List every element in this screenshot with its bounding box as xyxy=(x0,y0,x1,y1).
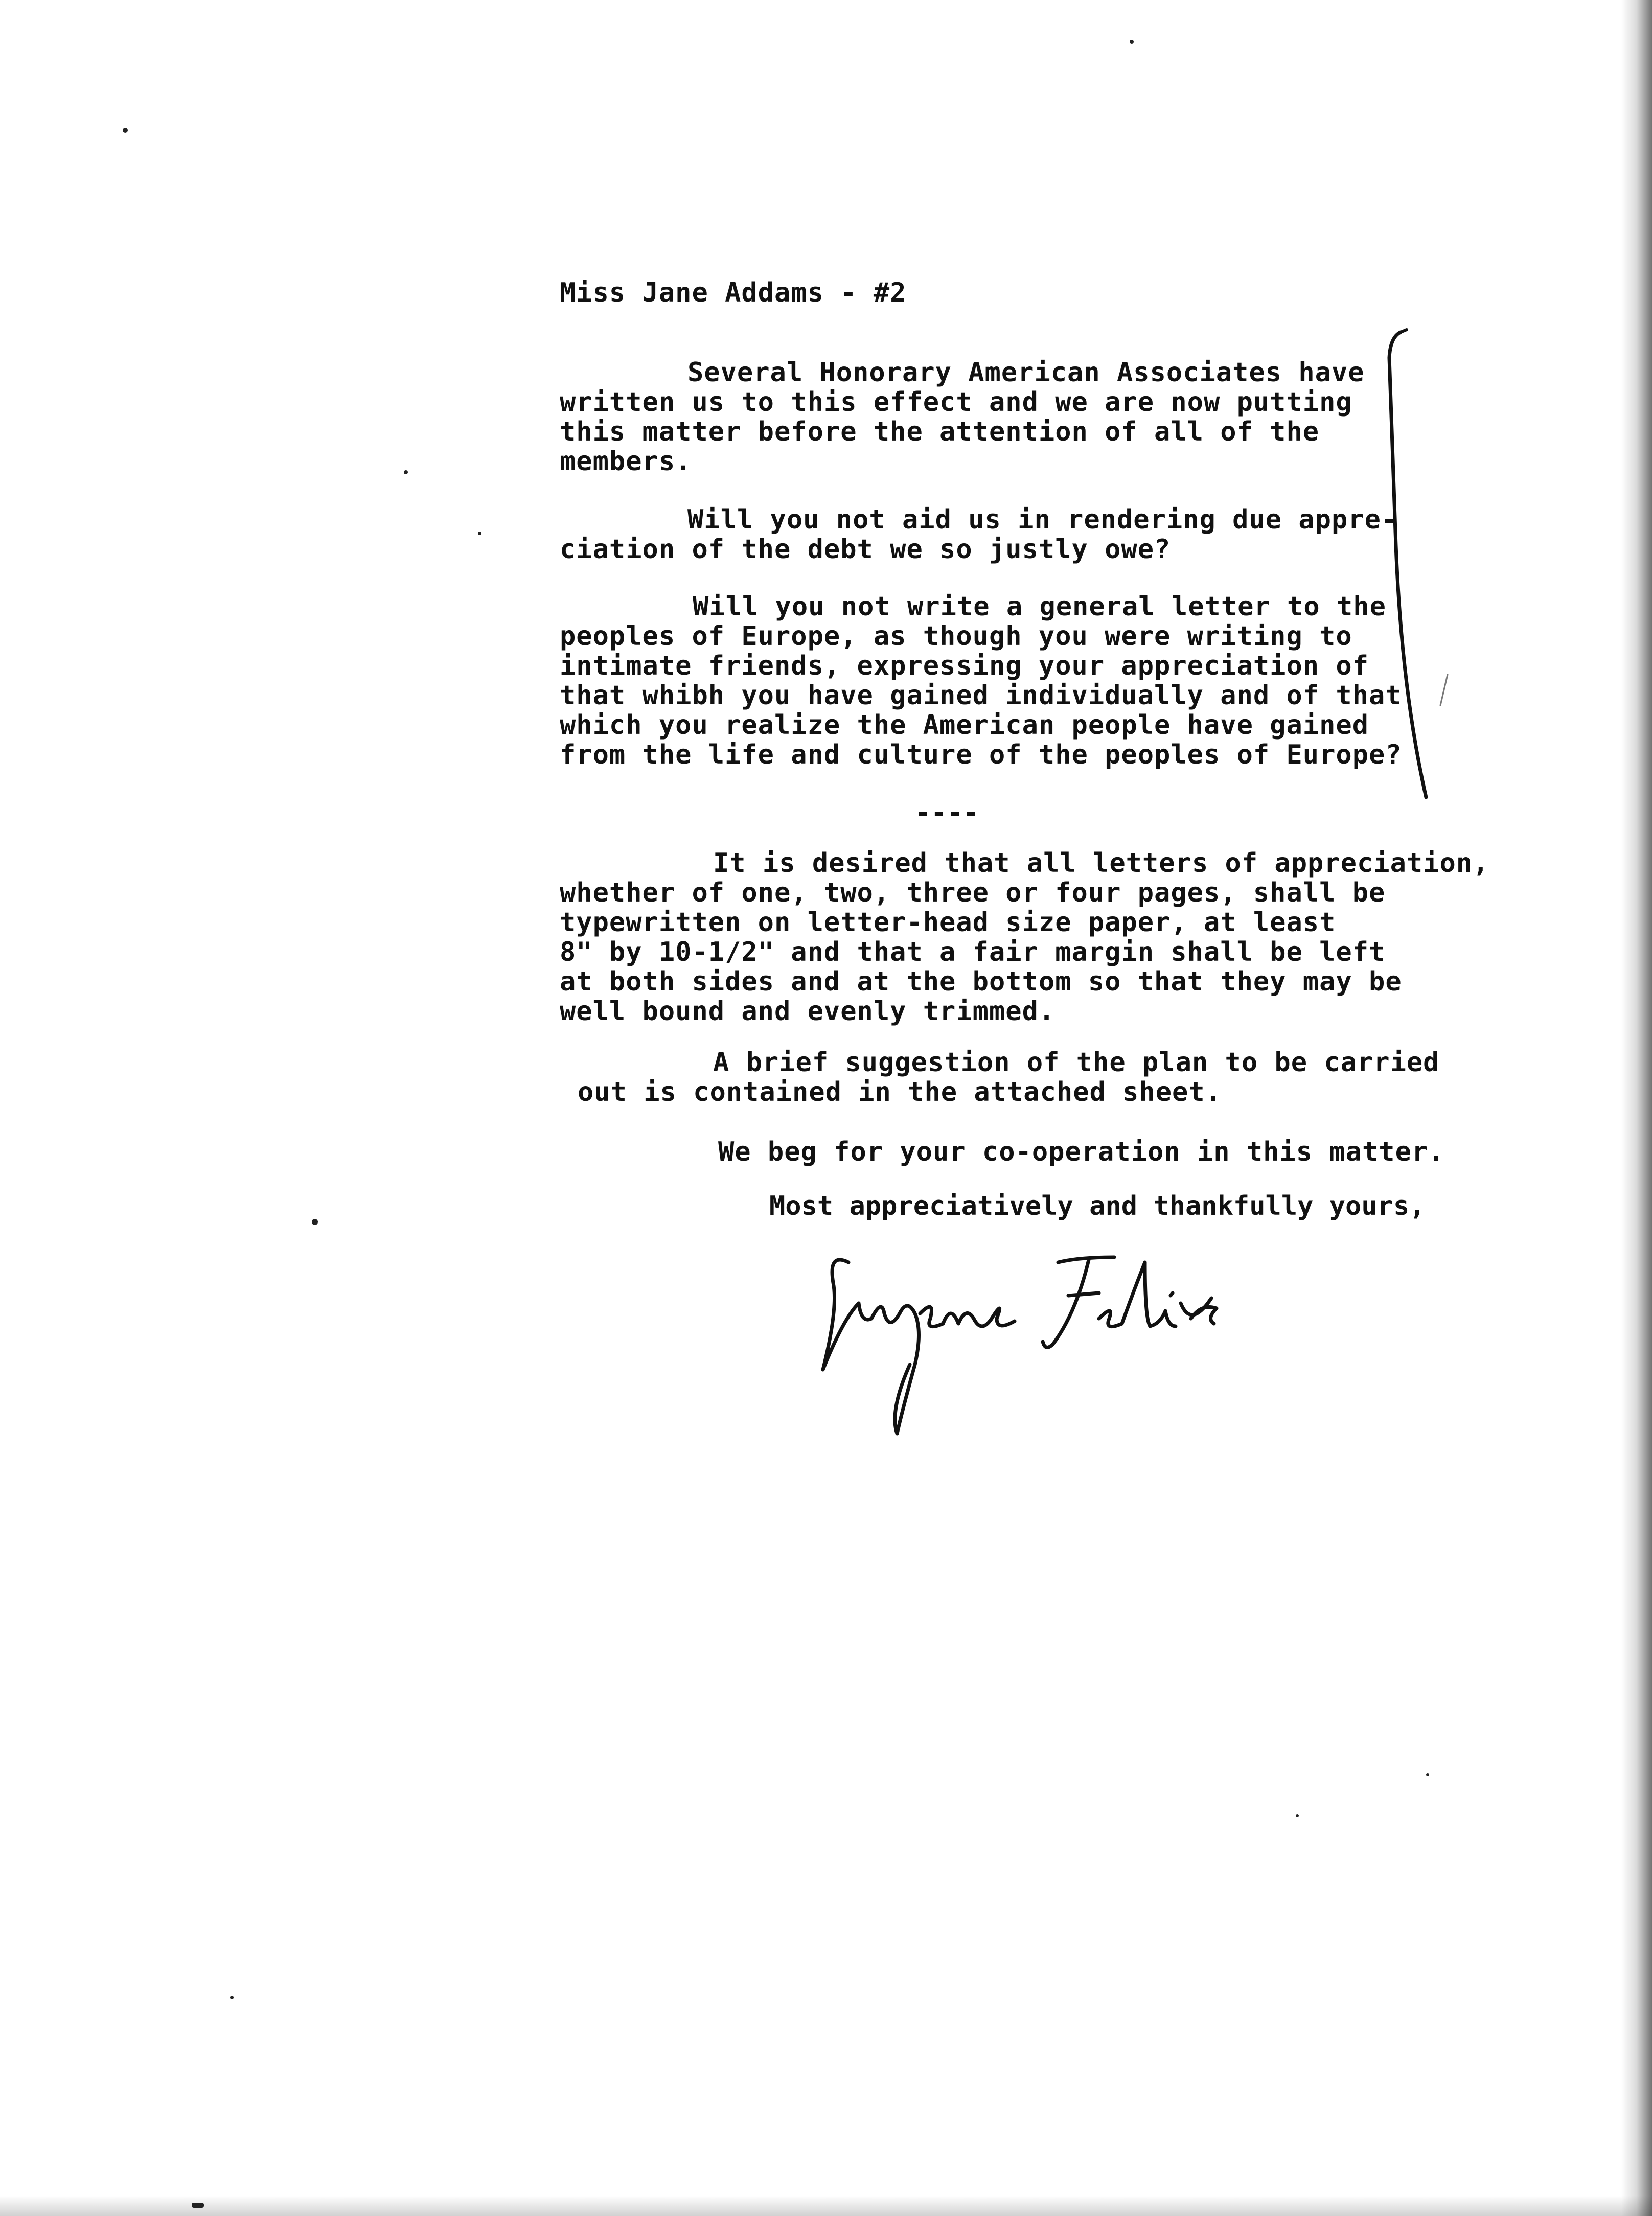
paragraph-1 xyxy=(560,358,1365,476)
text-line: which you realize the American people have gained xyxy=(560,710,1369,741)
text-line: at both sides and at the bottom so that they may be xyxy=(560,966,1402,997)
scan-speck xyxy=(404,470,408,474)
text-line: typewritten on letter-head size paper, at least xyxy=(560,907,1336,938)
scan-edge-right xyxy=(1621,0,1652,2216)
scan-speck xyxy=(312,1219,318,1225)
scan-speck xyxy=(1426,1773,1429,1776)
text-line: Several Honorary American Associates have xyxy=(687,357,1365,388)
paragraph-5 xyxy=(560,1048,1440,1107)
scan-speck xyxy=(1296,1814,1299,1817)
text-line: written us to this effect and we are now putting xyxy=(560,387,1352,418)
text-line: 8" by 10-1/2" and that a fair margin shall be left xyxy=(560,937,1386,967)
text-line: ciation of the debt we so justly owe? xyxy=(560,534,1171,565)
text-line: It is desired that all letters of appreciation, xyxy=(713,848,1489,879)
paragraph-2 xyxy=(560,505,1397,564)
scan-speck xyxy=(230,1996,234,1999)
scan-speck xyxy=(192,2203,204,2208)
text-line: from the life and culture of the peoples of Europe? xyxy=(560,740,1402,770)
text-line: peoples of Europe, as though you were writing to xyxy=(560,621,1352,652)
text-line: out is contained in the attached sheet. xyxy=(578,1077,1222,1107)
scan-speck xyxy=(123,128,128,133)
closing-line: Most appreciatively and thankfully yours, xyxy=(769,1191,1426,1221)
text-line: intimate friends, expressing your appreciation of xyxy=(560,651,1369,681)
scan-speck xyxy=(478,532,481,535)
scan-speck xyxy=(1130,40,1134,44)
paragraph-4 xyxy=(560,848,1489,1026)
text-line: members. xyxy=(560,446,692,477)
handwritten-bracket xyxy=(1380,327,1457,813)
text-line: this matter before the attention of all of the xyxy=(560,417,1320,447)
text-line: Will you not aid us in rendering due appre- xyxy=(687,504,1398,535)
scan-edge-bottom xyxy=(0,2196,1652,2216)
text-line: whether of one, two, three or four pages, shall be xyxy=(560,878,1386,908)
text-line: We beg for your co-operation in this matter. xyxy=(718,1137,1445,1167)
paragraph-6 xyxy=(560,1137,1445,1167)
separator-dashes: ---- xyxy=(915,797,979,828)
text-line: Will you not write a general letter to the xyxy=(693,591,1386,622)
text-line: A brief suggestion of the plan to be carried xyxy=(713,1047,1440,1078)
text-line: that whibh you have gained individually and of that xyxy=(560,680,1402,711)
paragraph-3 xyxy=(560,592,1402,770)
text-line: well bound and evenly trimmed. xyxy=(560,996,1056,1027)
letter-heading: Miss Jane Addams - #2 xyxy=(560,278,907,308)
signature xyxy=(813,1242,1298,1436)
